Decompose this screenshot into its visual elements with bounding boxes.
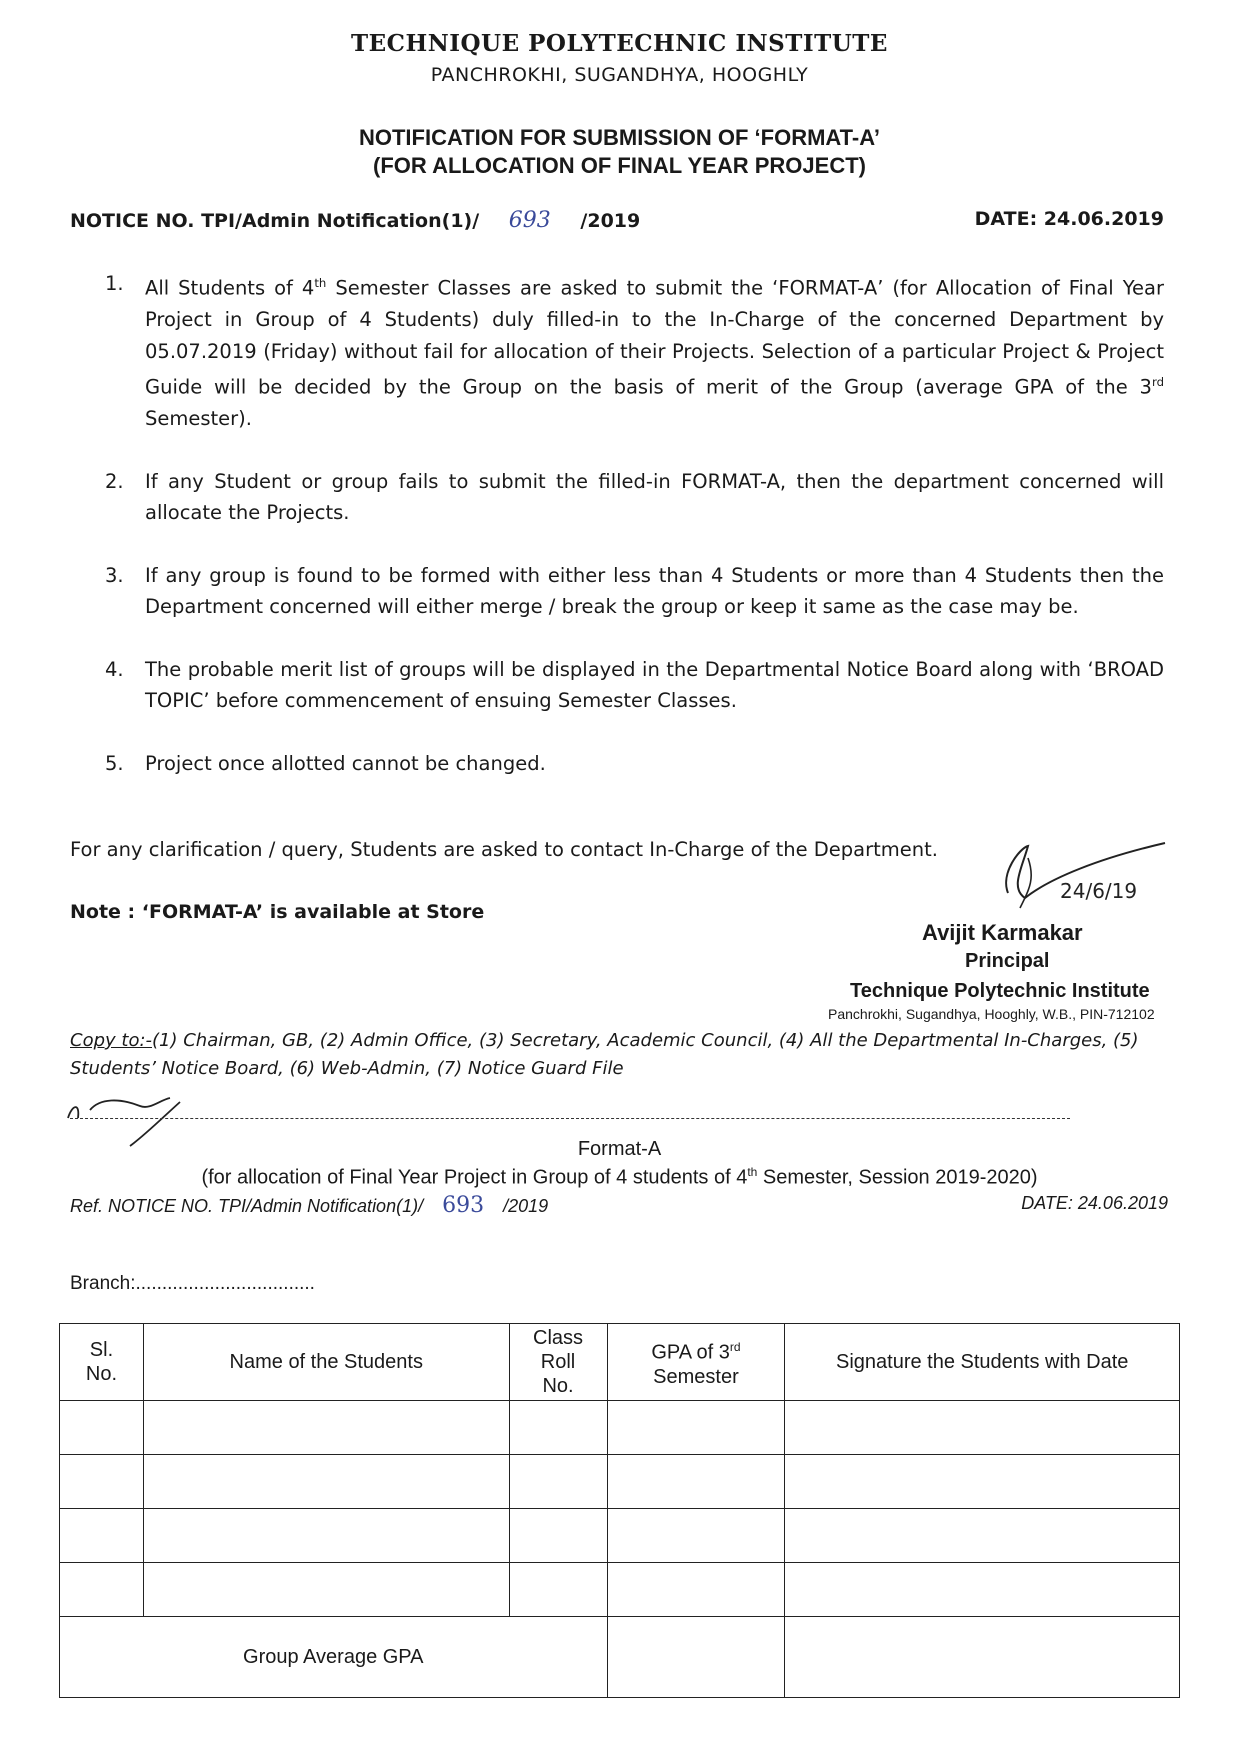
institute-name: TECHNIQUE POLYTECHNIC INSTITUTE <box>351 30 888 57</box>
table-cell[interactable] <box>785 1563 1180 1617</box>
list-item <box>105 466 1164 529</box>
cut-line-divider <box>70 1118 1070 1119</box>
superscript: th <box>747 1165 758 1179</box>
copy-to-label: Copy to:- <box>70 1030 153 1051</box>
table-row <box>60 1455 1180 1509</box>
title-line-1: NOTIFICATION FOR SUBMISSION OF ‘FORMAT-A’ <box>358 125 881 150</box>
header-class-roll <box>509 1324 607 1401</box>
list-text: Project once allotted cannot be changed. <box>145 751 546 775</box>
list-item <box>105 560 1164 623</box>
header-sl-no <box>60 1324 144 1401</box>
subtitle-text: (for allocation of Final Year Project in Group of 4 students of 4 <box>201 1166 748 1189</box>
notice-handwritten-number: 693 <box>508 208 551 233</box>
table-cell[interactable] <box>785 1401 1180 1455</box>
table-cell[interactable] <box>785 1509 1180 1563</box>
table-cell[interactable] <box>60 1563 144 1617</box>
format-a-table <box>59 1323 1180 1698</box>
table-cell[interactable] <box>143 1509 509 1563</box>
table-cell[interactable] <box>143 1401 509 1455</box>
signatory-block <box>820 920 1170 1022</box>
table-cell[interactable] <box>509 1509 607 1563</box>
list-item <box>105 654 1164 717</box>
table-cell[interactable] <box>607 1401 785 1455</box>
superscript: th <box>314 276 327 290</box>
list-text: If any Student or group fails to submit the filled-in FORMAT-A, then the department concerned will allocate the Projects. <box>145 469 1164 524</box>
superscript: rd <box>729 1340 741 1355</box>
subtitle-text: Semester, Session 2019-2020) <box>757 1166 1038 1189</box>
signatory-designation: Principal <box>965 950 1050 972</box>
list-number: 5. <box>105 751 124 775</box>
notice-number <box>70 208 640 233</box>
notification-title <box>0 124 1239 180</box>
table-cell[interactable] <box>607 1509 785 1563</box>
title-line-2: (FOR ALLOCATION OF FINAL YEAR PROJECT) <box>373 153 866 178</box>
group-average-row <box>60 1617 1180 1698</box>
reference-date: DATE: 24.06.2019 <box>1021 1193 1168 1213</box>
signatory-name: Avijit Karmakar <box>922 920 1083 945</box>
table-cell[interactable] <box>785 1455 1180 1509</box>
list-text: Semester Classes are asked to submit the ‘FORMAT-A’ (for Allocation of Final Year Project in Group of 4 Students) duly filled-in to the In-Charge of the concerned Department by 05.07.2019 (Friday) without fail for allocation of their Projects. Selection of a particular Project & Project Guide will be decided by the Group on the basis of merit of the Group (average GPA of the 3 <box>145 276 1164 399</box>
notice-date: DATE: 24.06.2019 <box>974 208 1164 230</box>
format-a-subtitle <box>0 1165 1239 1190</box>
list-number: 3. <box>105 563 124 587</box>
header-gpa-text: Semester <box>653 1365 739 1388</box>
list-item <box>105 268 1164 435</box>
signatory-address: Panchrokhi, Sugandhya, Hooghly, W.B., PIN-712102 <box>828 1006 1155 1022</box>
table-cell[interactable] <box>509 1455 607 1509</box>
list-number: 4. <box>105 657 124 681</box>
reference-row <box>70 1193 1168 1221</box>
list-text: Semester). <box>145 407 252 430</box>
table-cell[interactable] <box>60 1455 144 1509</box>
table-row <box>60 1563 1180 1617</box>
header-sl-no-text: Sl. No. <box>85 1339 118 1385</box>
table-row <box>60 1509 1180 1563</box>
signatory-institute: Technique Polytechnic Institute <box>850 980 1150 1002</box>
header-gpa-text: GPA of 3 <box>651 1341 730 1364</box>
instruction-list <box>105 268 1164 810</box>
reference-handwritten-number: 693 <box>442 1193 485 1218</box>
table-cell[interactable] <box>143 1455 509 1509</box>
reference-number <box>70 1193 548 1218</box>
notice-number-row <box>70 208 1164 238</box>
store-note: Note : ‘FORMAT-A’ is available at Store <box>70 901 485 923</box>
table-cell[interactable] <box>60 1401 144 1455</box>
signature-date: 24/6/19 <box>1060 879 1138 903</box>
clarification-text: For any clarification / query, Students are asked to contact In-Charge of the Department. <box>70 838 938 861</box>
table-cell[interactable] <box>60 1509 144 1563</box>
reference-prefix: Ref. NOTICE NO. TPI/Admin Notification(1)/ <box>70 1196 424 1216</box>
table-cell[interactable] <box>509 1563 607 1617</box>
copy-to-text: (1) Chairman, GB, (2) Admin Office, (3) Secretary, Academic Council, (4) All the Departmental In-Charges, (5) Students’ Notice Board, (6) Web-Admin, (7) Notice Guard File <box>70 1030 1139 1079</box>
superscript: rd <box>1151 375 1164 389</box>
table-cell[interactable] <box>509 1401 607 1455</box>
list-number: 2. <box>105 469 124 493</box>
format-a-title: Format-A <box>577 1138 662 1160</box>
table-row <box>60 1401 1180 1455</box>
list-text: All Students of 4 <box>145 276 315 300</box>
table-cell[interactable] <box>607 1563 785 1617</box>
list-item <box>105 748 1164 780</box>
header-signature: Signature the Students with Date <box>785 1324 1180 1401</box>
list-text: If any group is found to be formed with either less than 4 Students or more than 4 Students then the Department concerned will either merge / break the group or keep it same as the case may be. <box>145 563 1164 618</box>
branch-field[interactable]: Branch:.................................. <box>70 1273 315 1294</box>
list-number: 1. <box>105 272 124 295</box>
institute-address: PANCHROKHI, SUGANDHYA, HOOGHLY <box>430 64 809 86</box>
copy-to-list <box>70 1027 1170 1083</box>
group-average-signature[interactable] <box>785 1617 1180 1698</box>
table-cell[interactable] <box>143 1563 509 1617</box>
header-gpa <box>607 1324 785 1401</box>
group-average-label: Group Average GPA <box>60 1617 608 1698</box>
notice-year: /2019 <box>580 210 641 232</box>
header-class-roll-text: Class Roll No. <box>533 1327 584 1397</box>
list-text: The probable merit list of groups will be displayed in the Departmental Notice Board along with ‘BROAD TOPIC’ before commencement of ensuing Semester Classes. <box>145 657 1164 712</box>
table-cell[interactable] <box>607 1455 785 1509</box>
notice-prefix: NOTICE NO. TPI/Admin Notification(1)/ <box>70 210 480 232</box>
header-student-name: Name of the Students <box>143 1324 509 1401</box>
principal-signature <box>990 838 1170 918</box>
group-average-value[interactable] <box>607 1617 785 1698</box>
reference-year: /2019 <box>503 1196 549 1216</box>
